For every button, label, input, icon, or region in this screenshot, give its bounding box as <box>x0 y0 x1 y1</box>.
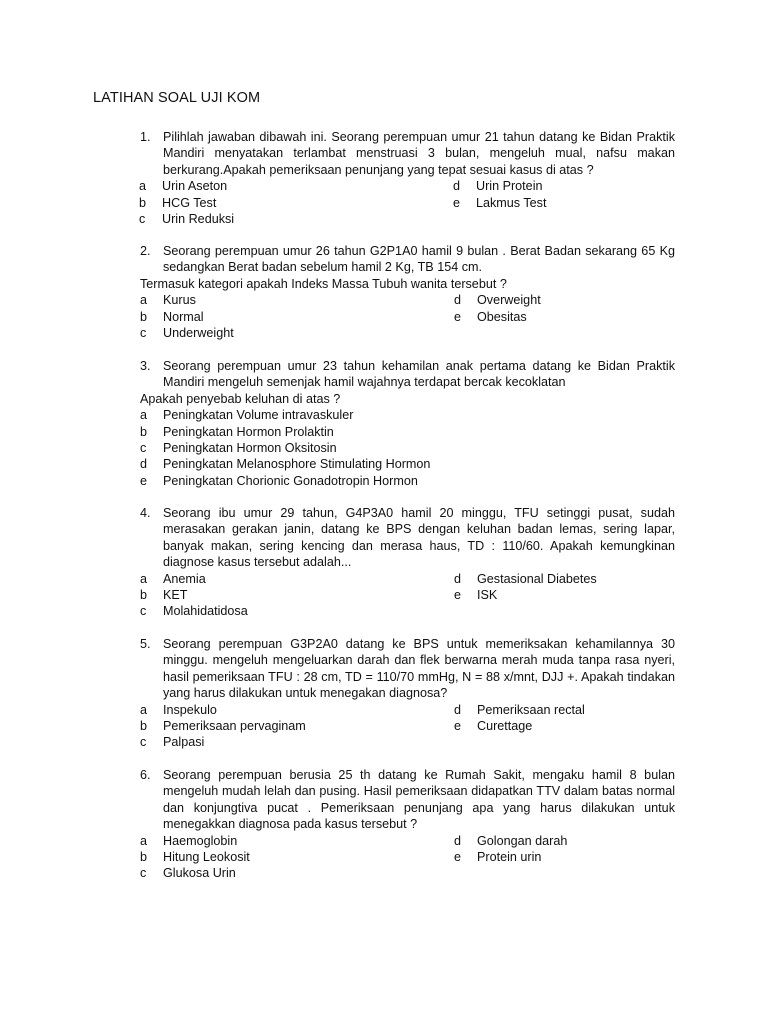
option-e <box>453 195 674 211</box>
question-3 <box>140 358 675 489</box>
question-number: 6. <box>140 768 151 782</box>
option-letter: a <box>140 408 148 423</box>
option-c <box>140 865 454 881</box>
question-body: Pilihlah jawaban dibawah ini. Seorang perempuan umur 21 tahun datang ke Bidan Praktik Mandiri menyatakan terlambat menstruasi 3 bulan, mengeluh mual, nafsu makan berkurang.Apakah pemeriksaan penunjang yang tepat sesuai kasus di atas ? <box>163 130 675 177</box>
option-a <box>140 292 454 308</box>
option-e <box>454 849 675 865</box>
option-text: Pemeriksaan pervaginam <box>163 719 306 734</box>
option-c <box>139 211 453 227</box>
option-text: Urin Protein <box>476 179 543 194</box>
option-a <box>140 407 675 423</box>
question-body: Seorang perempuan berusia 25 th datang ke Rumah Sakit, mengaku hamil 8 bulan mengeluh mudah lelah dan pusing. Hasil pemeriksaan didapatkan TTV dalam batas normal dan konjungtiva pucat . Pemeriksaan penunjang apa yang harus dilakukan untuk menegakkan diagnosa pada kasus tersebut ? <box>163 768 675 832</box>
option-b <box>140 849 454 865</box>
option-text: ISK <box>477 588 498 603</box>
question-2 <box>140 243 675 341</box>
option-letter: e <box>454 719 462 734</box>
option-e <box>454 587 675 603</box>
option-a <box>140 702 454 718</box>
option-text: Peningkatan Hormon Prolaktin <box>163 424 334 439</box>
question-follow-up: Termasuk kategori apakah Indeks Massa Tubuh wanita tersebut ? <box>140 276 507 291</box>
question-body: Seorang perempuan umur 23 tahun kehamilan anak pertama datang ke Bidan Praktik Mandiri mengeluh semenjak hamil wajahnya terdapat bercak kecoklatan <box>163 359 675 390</box>
option-letter: a <box>140 571 148 586</box>
option-letter: a <box>140 293 148 308</box>
option-text: Curettage <box>477 719 533 734</box>
option-text: Anemia <box>163 571 206 586</box>
option-d <box>454 702 675 718</box>
option-text: Normal <box>163 309 204 324</box>
option-text: Kurus <box>163 293 196 308</box>
option-d <box>454 292 675 308</box>
option-d <box>454 833 675 849</box>
option-a <box>140 571 454 587</box>
option-e <box>140 473 675 489</box>
option-letter: c <box>140 326 147 340</box>
question-body: Seorang perempuan G3P2A0 datang ke BPS untuk memeriksakan kehamilannya 30 minggu. mengeluh mengeluarkan darah dan flek berwarna merah muda tanpa rasa nyeri, hasil pemeriksaan TFU : 28 cm, TD = 110/70 mmHg, N = 88 x/mnt, DJJ +. Apakah tindakan yang harus dilakukan untuk menegakan diagnosa? <box>163 637 675 701</box>
option-b <box>140 587 454 603</box>
question-number: 4. <box>140 506 151 520</box>
option-text: Peningkatan Volume intravaskuler <box>163 408 354 423</box>
question-number: 1. <box>140 130 151 144</box>
option-text: Lakmus Test <box>476 195 547 210</box>
question-text <box>140 129 675 178</box>
option-text: Peningkatan Hormon Oksitosin <box>163 441 337 455</box>
answer-options <box>140 571 675 620</box>
question-6 <box>140 767 675 882</box>
option-letter: c <box>140 735 147 750</box>
option-letter: b <box>140 424 148 439</box>
question-5 <box>140 636 675 751</box>
option-b <box>139 195 453 211</box>
option-letter: e <box>140 473 148 488</box>
option-c <box>140 603 454 619</box>
option-d <box>140 456 675 472</box>
question-follow-up: Apakah penyebab keluhan di atas ? <box>140 391 341 406</box>
option-b <box>140 718 454 734</box>
option-text: Peningkatan Melanosphore Stimulating Hormon <box>163 457 431 472</box>
answer-options <box>140 292 675 341</box>
option-text: Gestasional Diabetes <box>477 571 597 586</box>
question-body: Seorang ibu umur 29 tahun, G4P3A0 hamil 20 minggu, TFU setinggi pusat, sudah merasakan gerakan janin, datang ke BPS dengan keluhan badan lemas, sering lapar, banyak makan, sering kencing dan merasa haus, TD : 110/60. Apakah kemungkinan diagnose kasus tersebut adalah... <box>163 506 675 570</box>
option-text: HCG Test <box>162 195 217 210</box>
option-letter: c <box>140 866 147 881</box>
option-letter: c <box>140 441 147 455</box>
option-letter: e <box>454 850 462 865</box>
option-letter: d <box>454 833 462 848</box>
question-text <box>140 358 675 391</box>
option-d <box>454 571 675 587</box>
option-text: Protein urin <box>477 850 542 865</box>
option-letter: c <box>139 212 146 226</box>
option-letter: d <box>454 293 462 308</box>
option-text: Urin Aseton <box>162 179 228 194</box>
option-letter: c <box>140 604 147 619</box>
option-text: Pemeriksaan rectal <box>477 702 585 717</box>
option-letter: b <box>140 588 148 603</box>
option-e <box>454 718 675 734</box>
question-1 <box>140 129 675 227</box>
option-c <box>140 734 454 750</box>
option-text: Glukosa Urin <box>163 866 236 881</box>
option-text: Overweight <box>477 293 541 308</box>
option-letter: a <box>140 702 148 717</box>
option-text: KET <box>163 588 188 603</box>
question-text <box>140 767 675 833</box>
question-body: Seorang perempuan umur 26 tahun G2P1A0 hamil 9 bulan . Berat Badan sekarang 65 Kg sedangkan Berat badan sebelum hamil 2 Kg, TB 154 cm. <box>163 244 675 275</box>
question-text <box>140 243 675 276</box>
question-text <box>140 505 675 571</box>
question-number: 2. <box>140 244 151 258</box>
option-letter: a <box>140 833 148 848</box>
option-e <box>454 309 675 325</box>
answer-options <box>140 833 675 882</box>
option-letter: e <box>453 195 461 210</box>
question-text <box>140 636 675 702</box>
option-c <box>140 325 454 341</box>
option-d <box>453 178 674 194</box>
question-number: 5. <box>140 637 151 651</box>
option-a <box>139 178 453 194</box>
option-b <box>140 309 454 325</box>
option-letter: b <box>140 719 148 734</box>
answer-options <box>139 178 675 227</box>
answer-options <box>140 702 675 751</box>
option-letter: b <box>139 195 147 210</box>
option-text: Palpasi <box>163 735 205 750</box>
option-letter: b <box>140 309 148 324</box>
option-text: Golongan darah <box>477 833 568 848</box>
option-letter: e <box>454 309 462 324</box>
option-letter: e <box>454 588 462 603</box>
option-text: Peningkatan Chorionic Gonadotropin Hormon <box>163 473 418 488</box>
option-text: Obesitas <box>477 309 527 324</box>
option-text: Urin Reduksi <box>162 212 235 226</box>
question-number: 3. <box>140 359 151 373</box>
question-4 <box>140 505 675 620</box>
option-letter: d <box>454 571 462 586</box>
option-text: Molahidatidosa <box>163 604 248 619</box>
option-a <box>140 833 454 849</box>
option-b <box>140 424 675 440</box>
option-letter: d <box>140 457 148 472</box>
option-letter: a <box>139 179 147 194</box>
option-letter: d <box>453 179 461 194</box>
option-c <box>140 440 675 456</box>
answer-options <box>140 407 675 489</box>
option-text: Hitung Leokosit <box>163 850 250 865</box>
option-text: Inspekulo <box>163 702 217 717</box>
option-letter: b <box>140 850 148 865</box>
option-letter: d <box>454 702 462 717</box>
page-title: LATIHAN SOAL UJI KOM <box>93 90 261 106</box>
option-text: Underweight <box>163 326 234 340</box>
option-text: Haemoglobin <box>163 833 238 848</box>
